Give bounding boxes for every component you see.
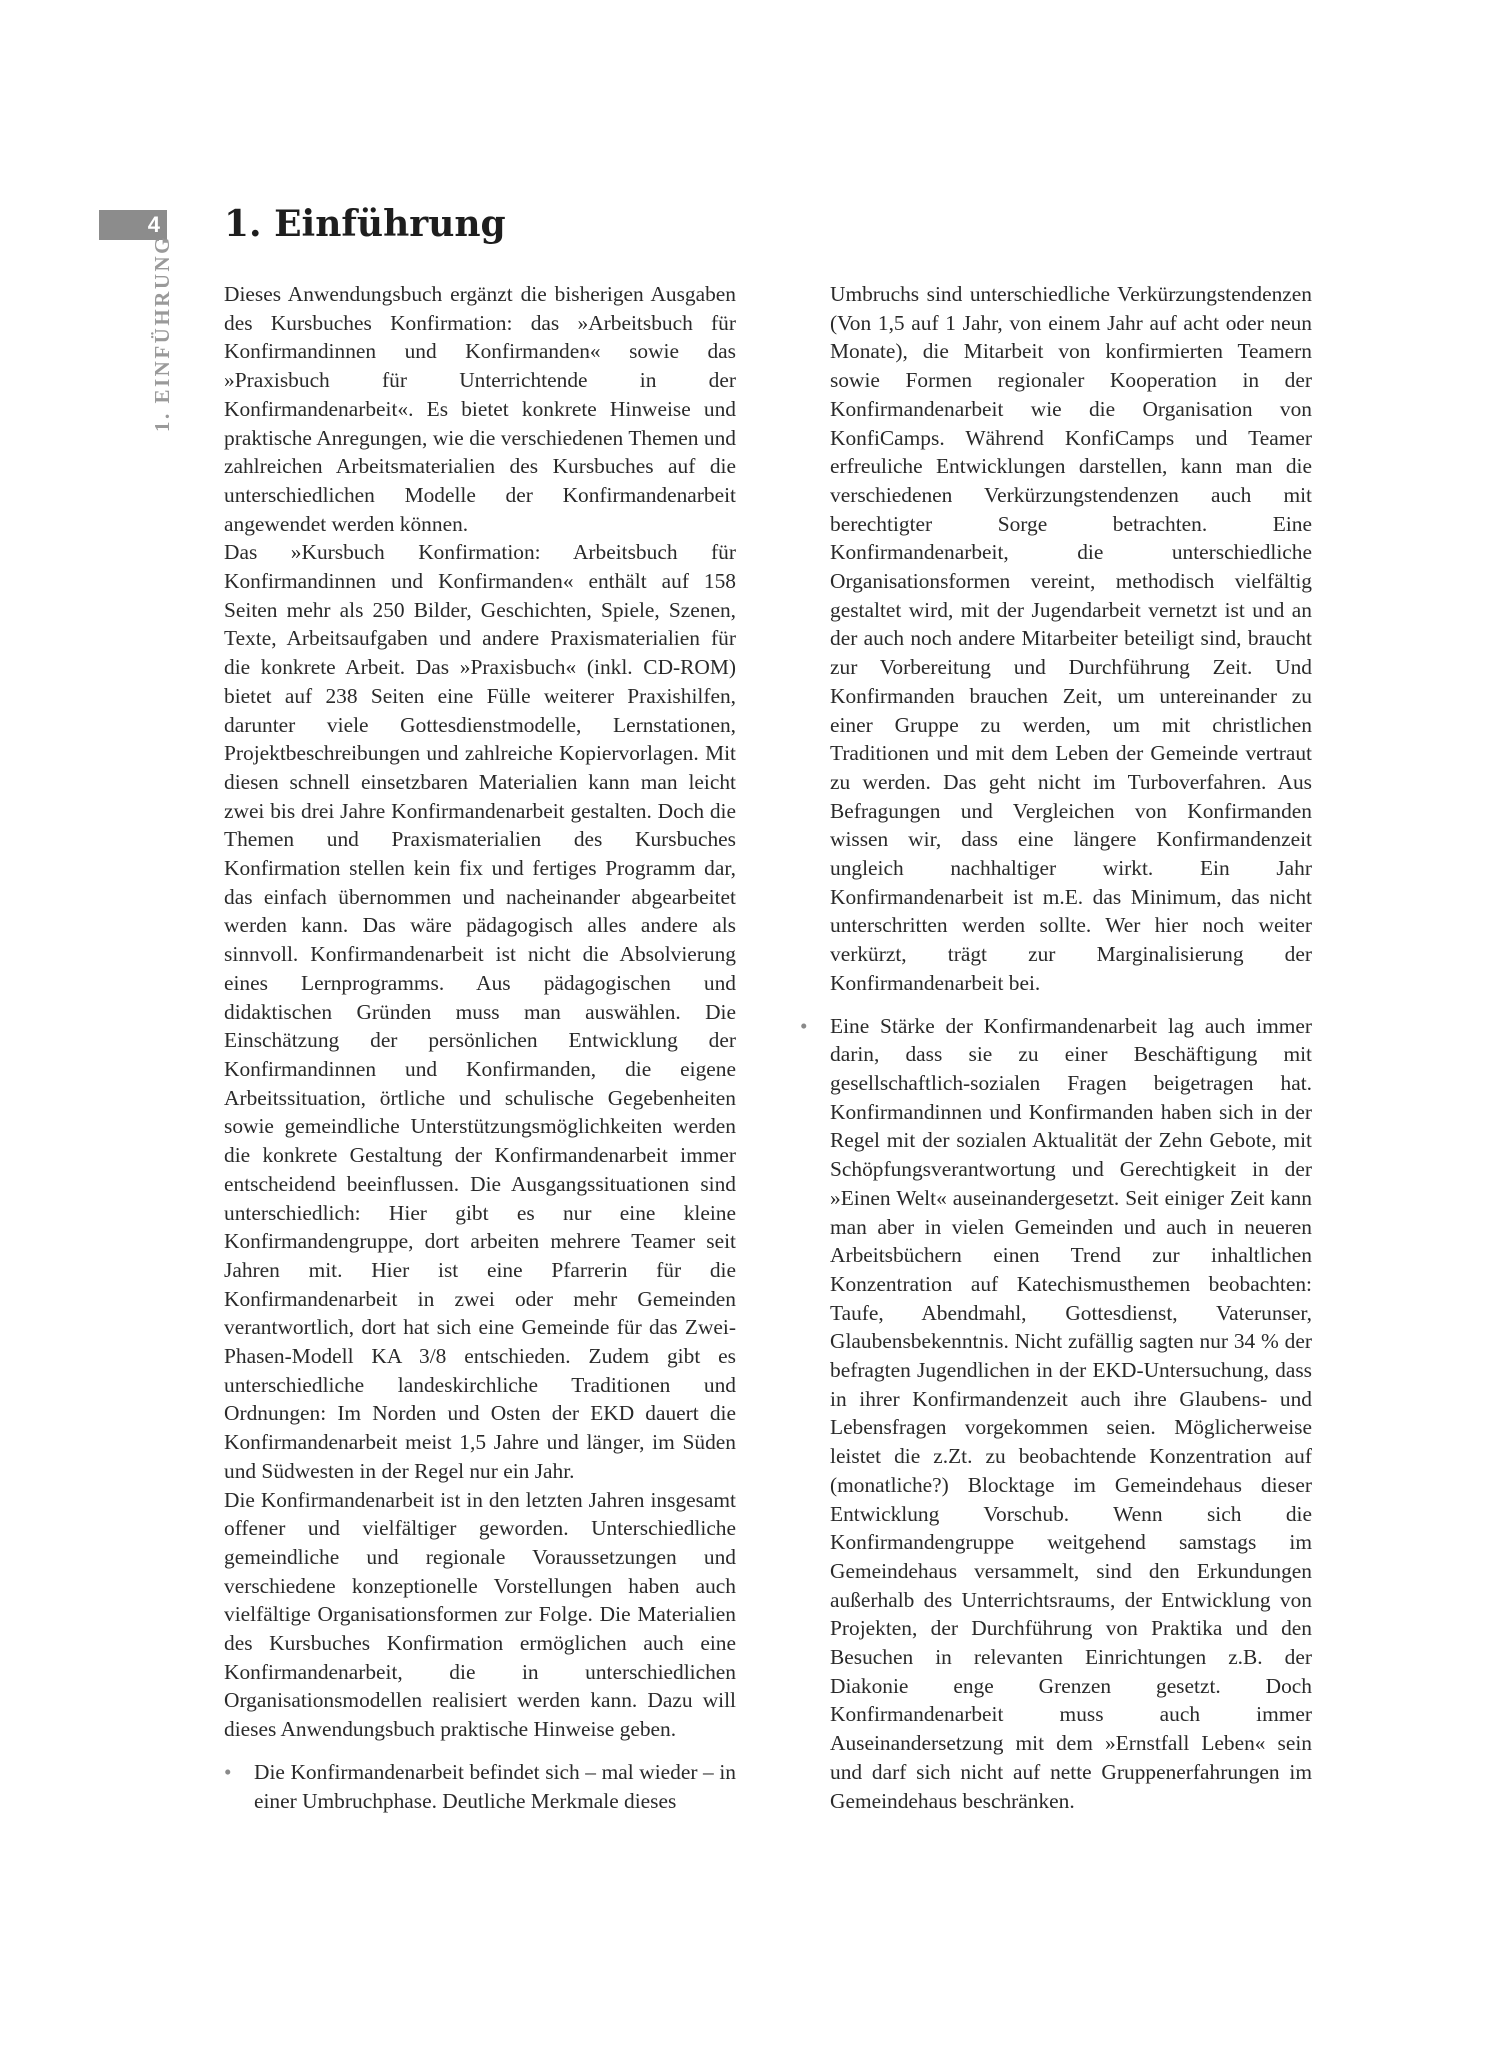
bullet-icon: • (224, 1759, 232, 1784)
right-column (800, 280, 1312, 1815)
running-head: 1. EINFÜHRUNG (150, 234, 174, 432)
kursbuch-paragraph: Das »Kursbuch Konfirmation: Arbeitsbuch für Konfirmandinnen und Konfirmanden« enthält auf 158 Seiten mehr als 250 Bilder, Geschichten, Spiele, Szenen, Texte, Arbeitsaufgaben und andere Praxismaterialien für die konkrete Arbeit. Das »Praxisbuch« (inkl. CD-ROM) bietet auf 238 Seiten eine Fülle weiterer Praxishilfen, darunter viele Gottesdienstmodelle, Lernstationen, Projektbeschreibungen und zahlreiche Kopiervorlagen. Mit diesen schnell einsetzbaren Materialien kann man leicht zwei bis drei Jahre Konfirmandenarbeit gestalten. Doch die Themen und Praxismaterialien des Kursbuches Konfirmation stellen kein fix und fertiges Programm dar, das einfach übernommen und nacheinander abgearbeitet werden kann. Das wäre pädagogisch alles andere als sinnvoll. Konfirmandenarbeit ist nicht die Absolvierung eines Lernprogramms. Aus pädagogischen und didaktischen Gründen muss man auswählen. Die Einschätzung der persönlichen Entwicklung der Konfirmandinnen und Konfirmanden, die eigene Arbeitssituation, örtliche und schulische Gegebenheiten sowie gemeindliche Unterstützungsmöglichkeiten werden die konkrete Gestaltung der Konfirmandenarbeit immer entscheidend beeinflussen. Die Ausgangssituationen sind unterschiedlich: Hier gibt es nur eine kleine Konfirmandengruppe, dort arbeiten mehrere Teamer seit Jahren mit. Hier ist eine Pfarrerin für die Konfirmandenarbeit in zwei oder mehr Gemeinden verantwortlich, dort hat sich eine Gemeinde für das Zwei-Phasen-Modell KA 3/8 entschieden. Zudem gibt es unterschiedliche landeskirchliche Traditionen und Ordnungen: Im Norden und Osten der EKD dauert die Konfirmandenarbeit meist 1,5 Jahre und länger, im Süden und Südwesten in der Regel nur ein Jahr. (224, 540, 736, 1483)
organisation-paragraph: Die Konfirmandenarbeit ist in den letzten Jahren insgesamt offener und vielfältiger geworden. Unterschiedliche gemeindliche und regionale Voraussetzungen und verschiedene konzeptionelle Vorstellungen haben auch vielfältige Organisationsformen zur Folge. Die Materialien des Kursbuches Konfirmation ermöglichen auch eine Konfirmandenarbeit, die in unterschiedlichen Organisationsmodellen realisiert werden kann. Dazu will dieses Anwendungsbuch praktische Hinweise geben. (224, 1487, 736, 1742)
bullet-icon: • (800, 1013, 808, 1038)
bullet-text: Die Konfirmandenarbeit befindet sich – mal wieder – in einer Umbruchphase. Deutliche Merkmale dieses (254, 1759, 736, 1813)
bullet-text: Eine Stärke der Konfirmandenarbeit lag auch immer darin, dass sie zu einer Beschäftigung mit gesellschaftlich-sozialen Fragen beigetragen hat. Konfirmandinnen und Konfirmanden haben sich in der Regel mit der sozialen Aktualität der Zehn Gebote, mit Schöpfungsverantwortung und Gerechtigkeit in der »Einen Welt« auseinandergesetzt. Seit einiger Zeit kann man aber in vielen Gemeinden und auch in neueren Arbeitsbüchern einen Trend zur inhaltlichen Konzentration auf Katechismusthemen beobachten: Taufe, Abendmahl, Gottesdienst, Vaterunser, Glaubensbekenntnis. Nicht zufällig sagten nur 34 % der befragten Jugendlichen in der EKD-Untersuchung, dass in ihrer Konfirmandenzeit auch ihre Glaubens- und Lebensfragen vorgekommen seien. Möglicherweise leistet die z.Zt. zu beobachtende Konzentration auf (monatliche?) Blocktage im Gemeindehaus dieser Entwicklung Vorschub. Wenn sich die Konfirmandengruppe weitgehend samstags im Gemeindehaus versammelt, sind den Erkundungen außerhalb des Unterrichtsraums, der Entwicklung von Projekten, der Durchführung von Praktika und den Besuchen in relevanten Einrichtungen z.B. der Diakonie enge Grenzen gesetzt. Doch Konfirmandenarbeit muss auch immer Auseinandersetzung mit dem »Ernstfall Leben« sein und darf sich nicht auf nette Gruppenerfahrungen im Gemeindehaus beschränken. (830, 1013, 1312, 1813)
page-number: 4 (147, 212, 160, 237)
chapter-title: 1. Einführung (224, 203, 506, 245)
list-item (800, 1012, 1312, 1816)
bullet-continuation (800, 280, 1312, 998)
bullet-list (800, 1012, 1312, 1816)
intro-paragraph: Dieses Anwendungsbuch ergänzt die bisherigen Ausgaben des Kursbuches Konfirmation: das »Arbeitsbuch für Konfirmandinnen und Konfirmanden« sowie das »Praxisbuch für Unterrichtende in der Konfirmandenarbeit«. Es bietet konkrete Hinweise und praktische Anregungen, wie die verschiedenen Themen und zahlreichen Arbeitsmaterialien des Kursbuches auf die unterschiedlichen Modelle der Konfirmandenarbeit angewendet werden können. (224, 282, 736, 536)
list-item (224, 1758, 736, 1815)
bullet-list (224, 1758, 736, 1815)
continuation-text: Umbruchs sind unterschiedliche Verkürzungstendenzen (Von 1,5 auf 1 Jahr, von einem Jahr auf acht oder neun Monate), die Mitarbeit von konfirmierten Teamern sowie Formen regionaler Kooperation in der Konfirmandenarbeit wie die Organisation von KonfiCamps. Während KonfiCamps und Teamer erfreuliche Entwicklungen darstellen, kann man die verschiedenen Verkürzungstendenzen auch mit berechtigter Sorge betrachten. Eine Konfirmandenarbeit, die unterschiedliche Organisationsformen vereint, methodisch vielfältig gestaltet wird, mit der Jugendarbeit vernetzt ist und an der auch noch andere Mitarbeiter beteiligt sind, braucht zur Vorbereitung und Durchführung Zeit. Und Konfirmanden brauchen Zeit, um untereinander zu einer Gruppe zu werden, um mit christlichen Traditionen und mit dem Leben der Gemeinde vertraut zu werden. Das geht nicht im Turboverfahren. Aus Befragungen und Vergleichen von Konfirmanden wissen wir, dass eine längere Konfirmandenzeit ungleich nachhaltiger wirkt. Ein Jahr Konfirmandenarbeit ist m.E. das Minimum, das nicht unterschritten werden sollte. Wer hier noch weiter verkürzt, trägt zur Marginalisierung der Konfirmandenarbeit bei. (830, 282, 1312, 995)
left-column (224, 280, 736, 1815)
